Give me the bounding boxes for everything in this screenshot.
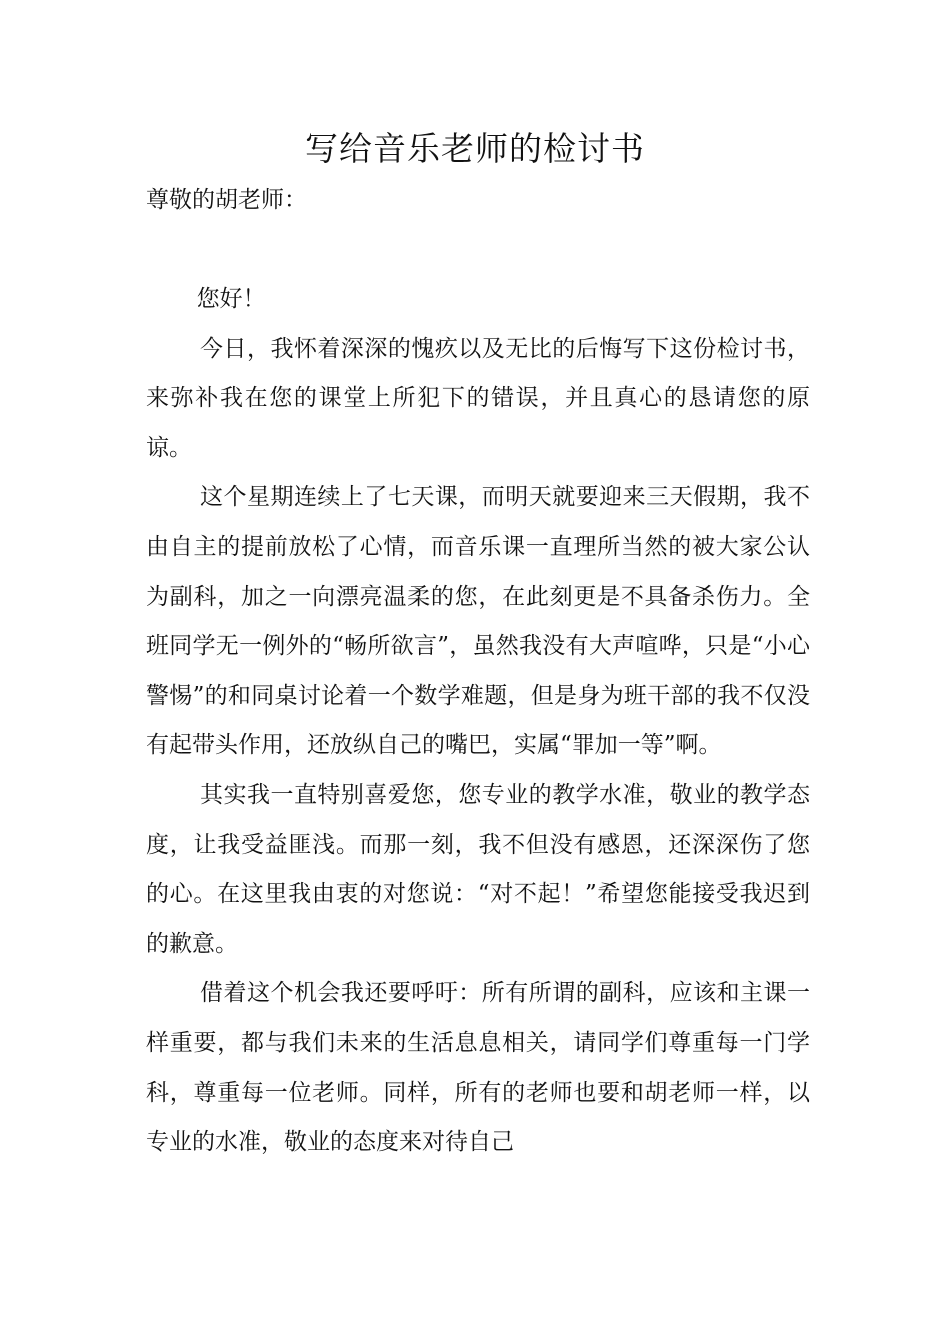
salutation: 尊敬的胡老师：	[146, 187, 307, 213]
paragraph-apology: 今日，我怀着深深的愧疚以及无比的后悔写下这份检讨书，来弥补我在您的课堂上所犯下的错误，并且真心的恳请您的原谅。	[146, 335, 810, 461]
paragraph-gratitude: 其实我一直特别喜爱您，您专业的教学水准，敬业的教学态度，让我受益匪浅。而那一刻，我不但没有感恩，还深深伤了您的心。在这里我由衷的对您说：“对不起！”希望您能接受我迟到的歉意。	[146, 781, 810, 957]
greeting: 您好！	[196, 286, 266, 312]
document-title: 写给音乐老师的检讨书	[305, 129, 645, 168]
letter-body	[146, 275, 810, 1168]
paragraph-incident: 这个星期连续上了七天课，而明天就要迎来三天假期，我不由自主的提前放松了心情，而音乐课一直理所当然的被大家公认为副科，加之一向漂亮温柔的您，在此刻更是不具备杀伤力。全班同学无一例外的“畅所欲言”，虽然我没有大声喧哗，只是“小心警惕”的和同桌讨论着一个数学难题，但是身为班干部的我不仅没有起带头作用，还放纵自己的嘴巴，实属“罪加一等”啊。	[146, 484, 810, 759]
paragraph-appeal: 借着这个机会我还要呼吁：所有所谓的副科，应该和主课一样重要，都与我们未来的生活息息相关，请同学们尊重每一门学科，尊重每一位老师。同样，所有的老师也要和胡老师一样，以专业的水准，敬业的态度来对待自己	[146, 980, 810, 1156]
